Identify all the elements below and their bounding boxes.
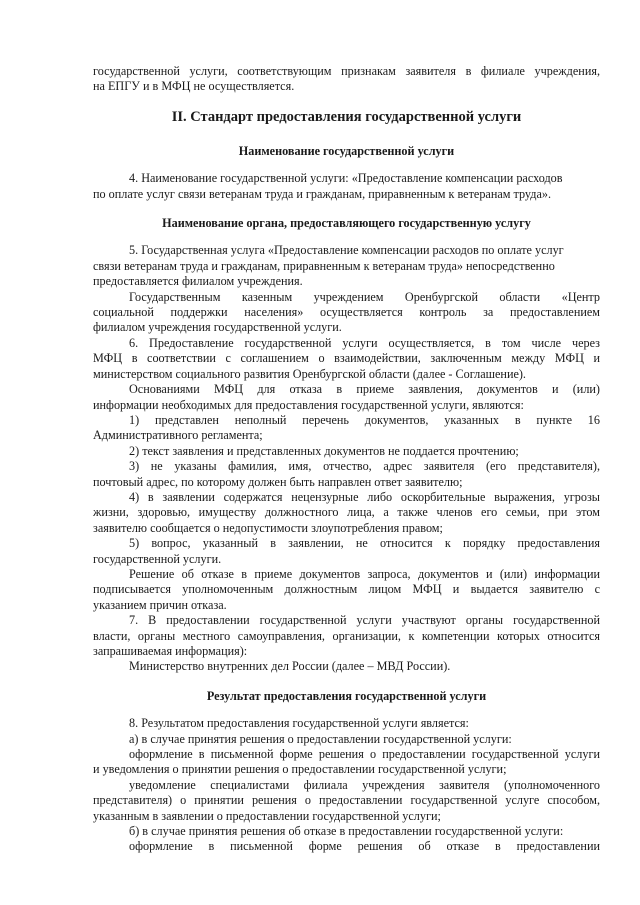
r1-line-1: 1) представлен неполный перечень документов, указанных в пункте 16 [129, 412, 600, 427]
paragraph-7b [93, 659, 600, 674]
p6-line-1: 6. Предоставление государственной услуги осуществляется, в том числе через [129, 335, 600, 350]
r5-line-2: государственной услуги. [93, 551, 222, 566]
paragraph-5b [93, 290, 600, 336]
paragraph-6 [93, 336, 600, 382]
intro-line-2: на ЕПГУ и в МФЦ не осуществляется. [93, 79, 295, 94]
heading-service-name: Наименование государственной услуги [238, 143, 455, 158]
p6-line-3: министерством социального развития Оренбургской области (далее - Соглашение). [93, 366, 526, 381]
p8-line-1: 8. Результатом предоставления государственной услуги является: [129, 716, 469, 731]
r3-line-1: 3) не указаны фамилия, имя, отчество, адрес заявителя (его представителя), [129, 459, 600, 474]
p8a2-line-3: указанным в заявлении о предоставлении государственной услуги; [93, 808, 441, 823]
paragraph-8a [93, 732, 600, 747]
p8a1-line-2: и уведомления о принятии решения о предоставлении государственной услуги; [93, 762, 507, 777]
p5b-line-3: филиалом учреждения государственной услуги. [93, 320, 342, 335]
heading-organ-name: Наименование органа, предоставляющего государственную услугу [162, 216, 531, 231]
reason-4 [93, 490, 600, 536]
p5b-line-2: социальной поддержки населения» осуществляется контроль за предоставлением [93, 305, 600, 320]
reason-2 [93, 444, 600, 459]
pdec-line-1: Решение об отказе в приеме документов запроса, документов и (или) информации [129, 566, 600, 581]
section-title: II. Стандарт предоставления государственной услуги [171, 108, 522, 125]
pdec-line-3: указанием причин отказа. [93, 597, 227, 612]
p8a2-line-1: уведомление специалистами филиала учреждения заявителя (уполномоченного [129, 777, 600, 792]
r1-line-2: Административного регламента; [93, 428, 263, 443]
heading-result: Результат предоставления государственной услуги [206, 688, 487, 703]
r5-line-1: 5) вопрос, указанный в заявлении, не относится к порядку предоставления [129, 536, 600, 551]
p7-line-3: запрашиваемая информация): [93, 644, 248, 658]
p7-line-2: власти, органы местного самоуправления, организации, к компетенции которых относится [93, 628, 600, 643]
p8a2-line-2: представителя) о принятии решения о предоставлении государственной услуге способом, [93, 793, 600, 808]
p4-line-2: по оплате услуг связи ветеранам труда и гражданам, приравненным к ветеранам труда». [93, 186, 551, 201]
reason-5 [93, 536, 600, 567]
paragraph-8b [93, 824, 600, 839]
p6b-line-2: информации необходимых для предоставления государственной услуги, являются: [93, 397, 524, 412]
r3-line-2: почтовый адрес, по которому должен быть направлен ответ заявителю; [93, 474, 463, 489]
paragraph-8a1 [93, 747, 600, 778]
paragraph-8 [93, 716, 600, 731]
p8b-line-1: б) в случае принятия решения об отказе в предоставлении государственной услуги: [129, 824, 564, 839]
p4-line-1: 4. Наименование государственной услуги: «Предоставление компенсации расходов [129, 171, 563, 186]
p8b1-line-1: оформление в письменной форме решения об отказе в предоставлении [129, 839, 600, 854]
p8a1-line-1: оформление в письменной форме решения о предоставлении государственной услуги [129, 747, 600, 762]
p6b-line-1: Основаниями МФЦ для отказа в приеме заявления, документов и (или) [129, 382, 600, 397]
paragraph-8a2 [93, 778, 600, 824]
p8a-line-1: а) в случае принятия решения о предоставлении государственной услуги: [129, 731, 512, 746]
intro-paragraph [93, 64, 600, 95]
paragraph-5 [93, 243, 600, 289]
reason-3 [93, 459, 600, 490]
pdec-line-2: подписывается уполномоченным должностным лицом МФЦ и выдается заявителю с [93, 582, 600, 597]
p5-line-3: предоставляется филиалом учреждения. [93, 274, 303, 289]
r4-line-2: жизни, здоровью, имуществу должностного лица, а также членов его семьи, при этом [93, 505, 600, 520]
r4-line-3: заявителю сообщается о недопустимости злоупотребления правом; [93, 520, 443, 535]
r4-line-1: 4) в заявлении содержатся нецензурные либо оскорбительные выражения, угрозы [129, 489, 600, 504]
paragraph-8b1 [93, 839, 600, 854]
p7b-line-1: Министерство внутренних дел России (далее – МВД России). [129, 659, 451, 674]
paragraph-4 [93, 171, 600, 202]
r2-line-1: 2) текст заявления и представленных документов не поддается прочтению; [129, 443, 519, 458]
p5b-line-1: Государственным казенным учреждением Оренбургской области «Центр [129, 289, 600, 304]
paragraph-6b [93, 382, 600, 413]
p5-line-1: 5. Государственная услуга «Предоставление компенсации расходов по оплате услуг [129, 243, 564, 258]
p7-line-1: 7. В предоставлении государственной услуги участвуют органы государственной [129, 613, 600, 628]
paragraph-decision [93, 567, 600, 613]
reason-1 [93, 413, 600, 444]
intro-line-1: государственной услуги, соответствующим признакам заявителя в филиале учреждения, [93, 64, 600, 78]
paragraph-7 [93, 613, 600, 659]
p5-line-2: связи ветеранам труда и гражданам, приравненным к ветеранам труда» непосредственно [93, 258, 555, 273]
p6-line-2: МФЦ в соответствии с соглашением о взаимодействии, заключенным между МФЦ и [93, 351, 600, 366]
